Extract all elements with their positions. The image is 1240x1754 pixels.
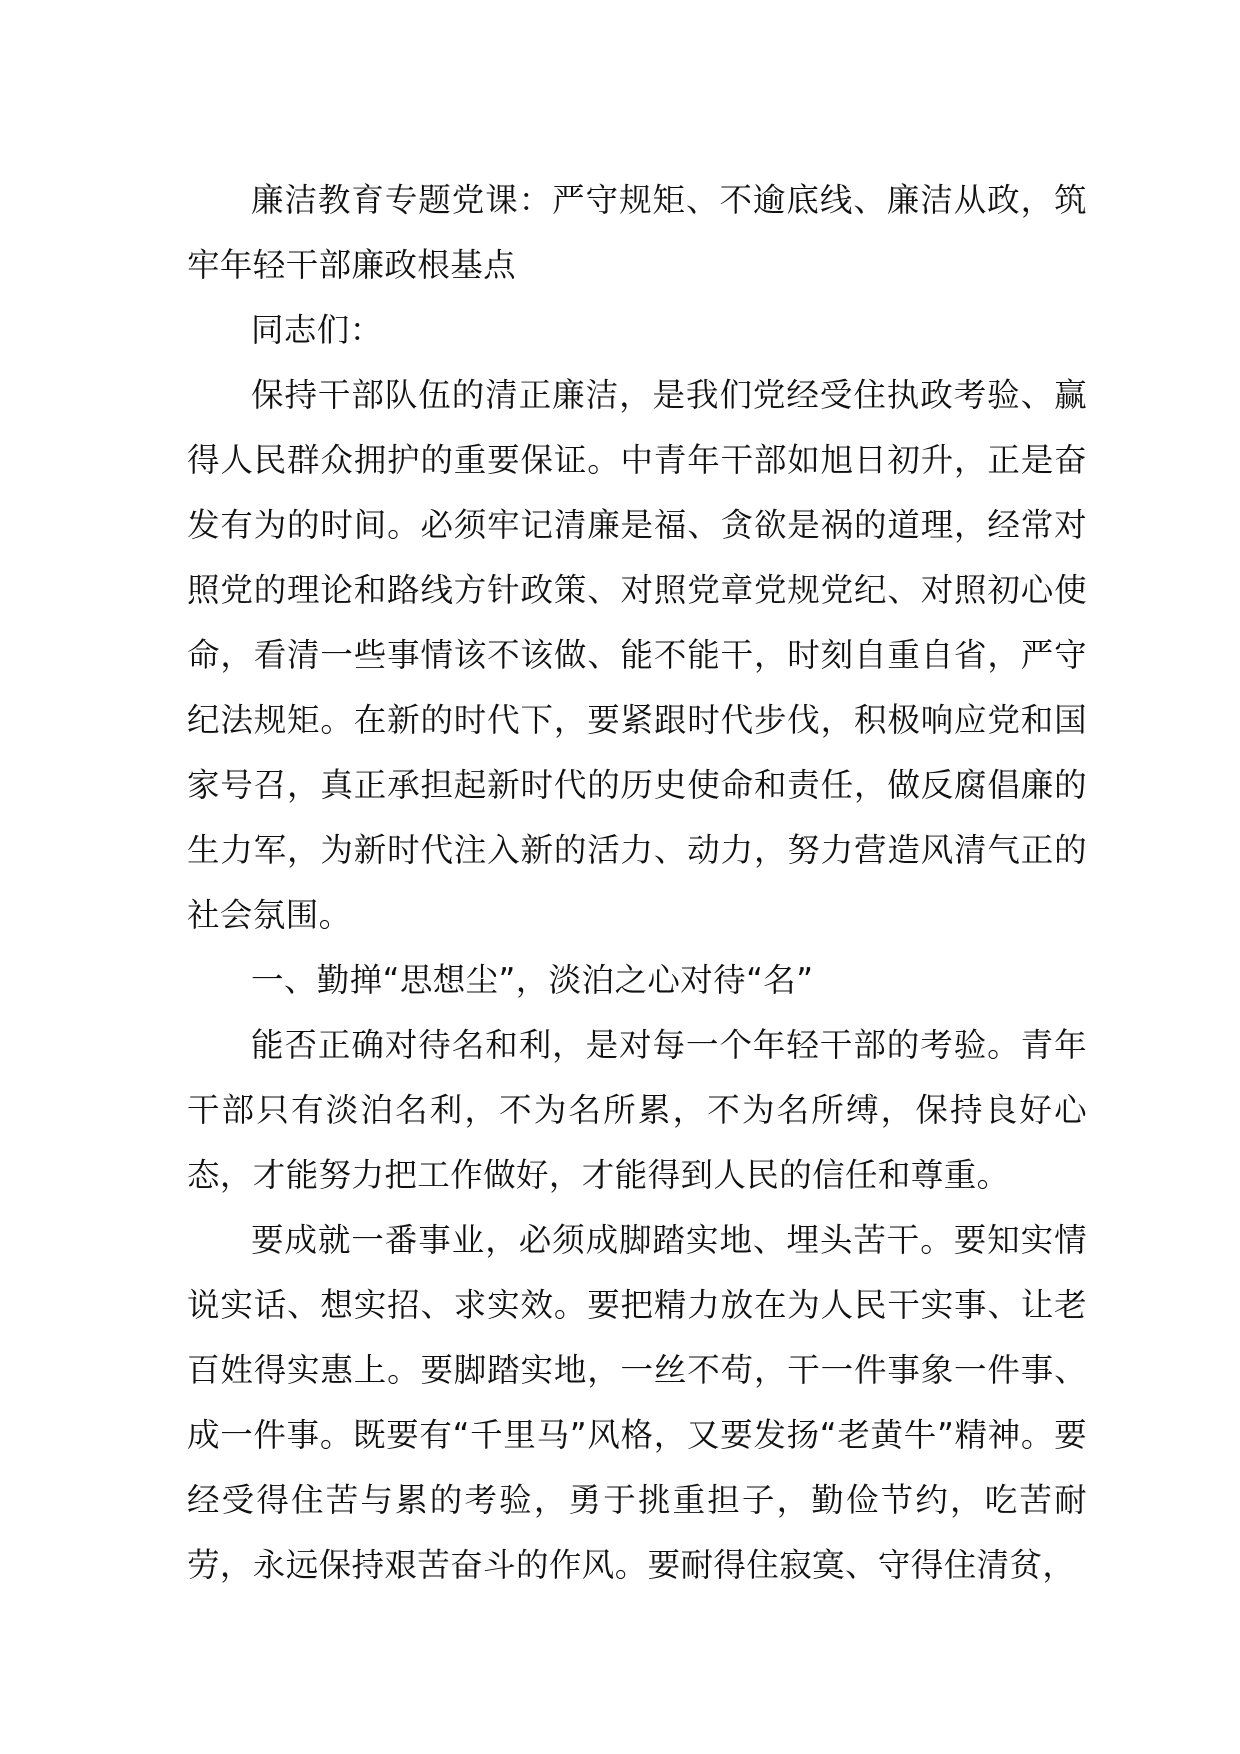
paragraph-intro: 保持干部队伍的清正廉洁，是我们党经受住执政考验、赢得人民群众拥护的重要保证。中青年干部如旭日初升，正是奋发有为的时间。必须牢记清廉是福、贪欲是祸的道理，经常对照党的理论和路线方针政策、对照党章党规党纪、对照初心使命，看清一些事情该不该做、能不能干，时刻自重自省，严守纪法规矩。在新的时代下，要紧跟时代步伐，积极响应党和国家号召，真正承担起新时代的历史使命和责任，做反腐倡廉的生力军，为新时代注入新的活力、动力，努力营造风清气正的社会氛围。 bbox=[187, 376, 1087, 934]
document-title: 廉洁教育专题党课：严守规矩、不逾底线、廉洁从政，筑牢年轻干部廉政根基点 bbox=[187, 181, 1087, 284]
section-heading-1: 一、勤掸“思想尘”，淡泊之心对待“名” bbox=[251, 961, 814, 999]
paragraph-fame: 能否正确对待名和利，是对每一个年轻干部的考验。青年干部只有淡泊名利，不为名所累，不为名所缚，保持良好心态，才能努力把工作做好，才能得到人民的信任和尊重。 bbox=[187, 1026, 1087, 1194]
paragraph-career: 要成就一番事业，必须成脚踏实地、埋头苦干。要知实情说实话、想实招、求实效。要把精力放在为人民干实事、让老百姓得实惠上。要脚踏实地，一丝不苟，干一件事象一件事、成一件事。既要有“千里马”风格，又要发扬“老黄牛”精神。要经受得住苦与累的考验，勇于挑重担子，勤俭节约，吃苦耐劳，永远保持艰苦奋斗的作风。要耐得住寂寞、守得住清贫， bbox=[187, 1221, 1087, 1584]
document-body bbox=[187, 168, 1087, 1598]
greeting: 同志们： bbox=[251, 311, 383, 349]
